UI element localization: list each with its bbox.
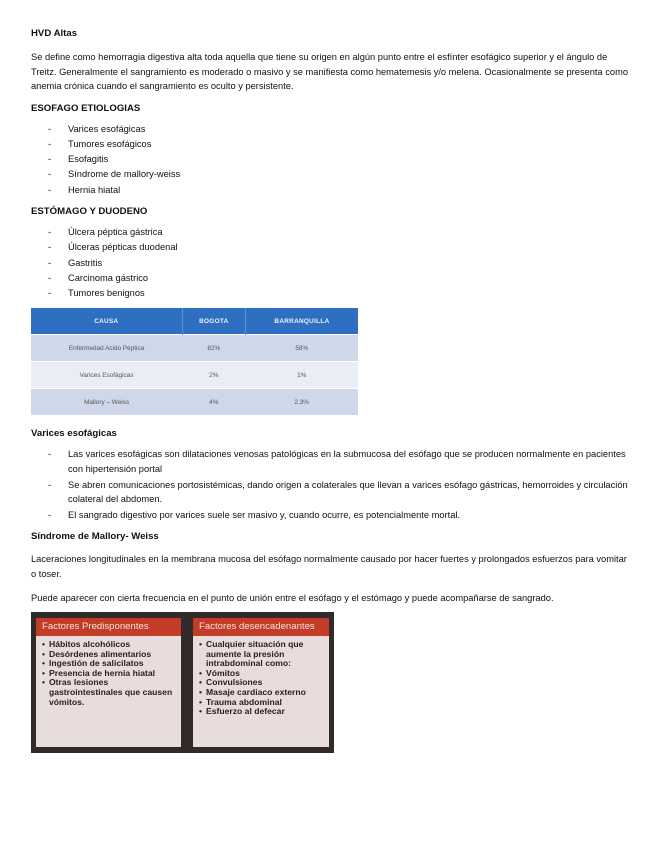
table-row bbox=[31, 335, 358, 362]
table-cell: 2% bbox=[182, 362, 245, 389]
predisposing-factors-box bbox=[36, 618, 181, 747]
triggering-factors-list bbox=[193, 640, 329, 717]
estomago-list bbox=[31, 225, 631, 301]
list-item: - Esofagitis bbox=[48, 154, 109, 165]
esofago-heading: ESOFAGO ETIOLOGIAS bbox=[31, 102, 141, 114]
document-title: HVD Altas bbox=[31, 28, 78, 39]
table-row bbox=[31, 362, 358, 389]
table-cell: Enfermedad Acido Péptica bbox=[31, 335, 182, 362]
list-item: - Las varices esofágicas son dilataciones venosas patológicas en la submucosa del esófago que se producen normalmente en pacientes con hipertensión portal bbox=[48, 449, 626, 474]
document-page bbox=[31, 27, 631, 753]
list-item: • Ingestión de salicilatos bbox=[42, 658, 144, 669]
varices-list bbox=[31, 447, 631, 522]
list-item: • Convulsiones bbox=[199, 677, 263, 688]
predisposing-factors-title: Factores Predisponentes bbox=[36, 618, 181, 636]
table-row bbox=[31, 389, 358, 416]
table-cell: Varices Esofágicas bbox=[31, 362, 182, 389]
list-item: - Síndrome de mallory-weiss bbox=[48, 169, 181, 180]
list-item: • Masaje cardiaco externo bbox=[199, 686, 306, 697]
mallory-heading: Síndrome de Mallory- Weiss bbox=[31, 531, 159, 543]
mallory-paragraph-1: Laceraciones longitudinales en la membrana mucosa del esófago normalmente causado por hacer fuertes y prolongados esfuerzos para vomitar o toser. bbox=[31, 554, 627, 579]
predisposing-factors-list bbox=[36, 640, 181, 707]
list-item: • Trauma abdominal bbox=[199, 696, 282, 707]
list-item: - Varices esofágicas bbox=[48, 123, 146, 134]
list-item: • Hábitos alcohólicos bbox=[42, 638, 131, 649]
mallory-paragraph-2: Puede aparecer con cierta frecuencia en el punto de unión entre el esófago y el estómago y puede acompañarse de sangrado. bbox=[31, 593, 554, 604]
list-item: - Se abren comunicaciones portosistémicas, dando origen a colaterales que llevan a varices esófago gástricas, hemorroides y circulación colateral del abdomen. bbox=[48, 479, 628, 505]
varices-heading: Varices esofágicas bbox=[31, 428, 117, 440]
list-item: - Úlcera péptica gástrica bbox=[48, 226, 163, 237]
table-header: BARRANQUILLA bbox=[245, 308, 358, 335]
table-cell: 1% bbox=[245, 362, 358, 389]
list-item: - Carcinoma gástrico bbox=[48, 272, 149, 283]
table-header: BOGOTA bbox=[182, 308, 245, 335]
esofago-list bbox=[31, 122, 631, 198]
triggering-factors-title: Factores desencadenantes bbox=[193, 618, 329, 636]
list-item: • Esfuerzo al defecar bbox=[199, 706, 285, 717]
list-item: • Desórdenes alimentarios bbox=[42, 648, 152, 659]
table-cell: Mallory – Weiss bbox=[31, 389, 182, 416]
table-cell: 2.3% bbox=[245, 389, 358, 416]
triggering-factors-box bbox=[193, 618, 329, 747]
list-item: - Hernia hiatal bbox=[48, 184, 121, 195]
list-item: - Úlceras pépticas duodenal bbox=[48, 242, 178, 253]
causes-table bbox=[31, 308, 358, 415]
table-cell: 82% bbox=[182, 335, 245, 362]
list-item: • Vómitos bbox=[199, 667, 240, 678]
list-item: - Gastritis bbox=[48, 257, 103, 268]
table-cell: 4% bbox=[182, 389, 245, 416]
list-item: - Tumores benignos bbox=[48, 288, 145, 299]
list-item: - Tumores esofágicos bbox=[48, 138, 152, 149]
table-header: CAUSA bbox=[31, 308, 182, 335]
factors-figure bbox=[31, 612, 334, 753]
list-item: - El sangrado digestivo por varices suele ser masivo y, cuando ocurre, es potencialmente mortal. bbox=[48, 510, 461, 521]
list-item: • Otras lesiones gastrointestinales que causen vómitos. bbox=[42, 677, 173, 707]
list-item: • Presencia de hernia hiatal bbox=[42, 667, 156, 678]
list-item: • Cualquier situación que aumente la presión intrabdominal como: bbox=[199, 638, 304, 669]
intro-paragraph: Se define como hemorragia digestiva alta toda aquella que tiene su origen en algún punto entre el esfínter esofágico superior y el ángulo de Treitz. Generalmente el sangramiento es moderado o masivo y se manifiesta como hematemesis y/o melena. Ocasionalmente se presenta como anemia crónica cuando el sangramiento es oculto y persistente. bbox=[31, 52, 629, 91]
estomago-heading: ESTÓMAGO Y DUODENO bbox=[31, 205, 148, 217]
table-cell: 58% bbox=[245, 335, 358, 362]
